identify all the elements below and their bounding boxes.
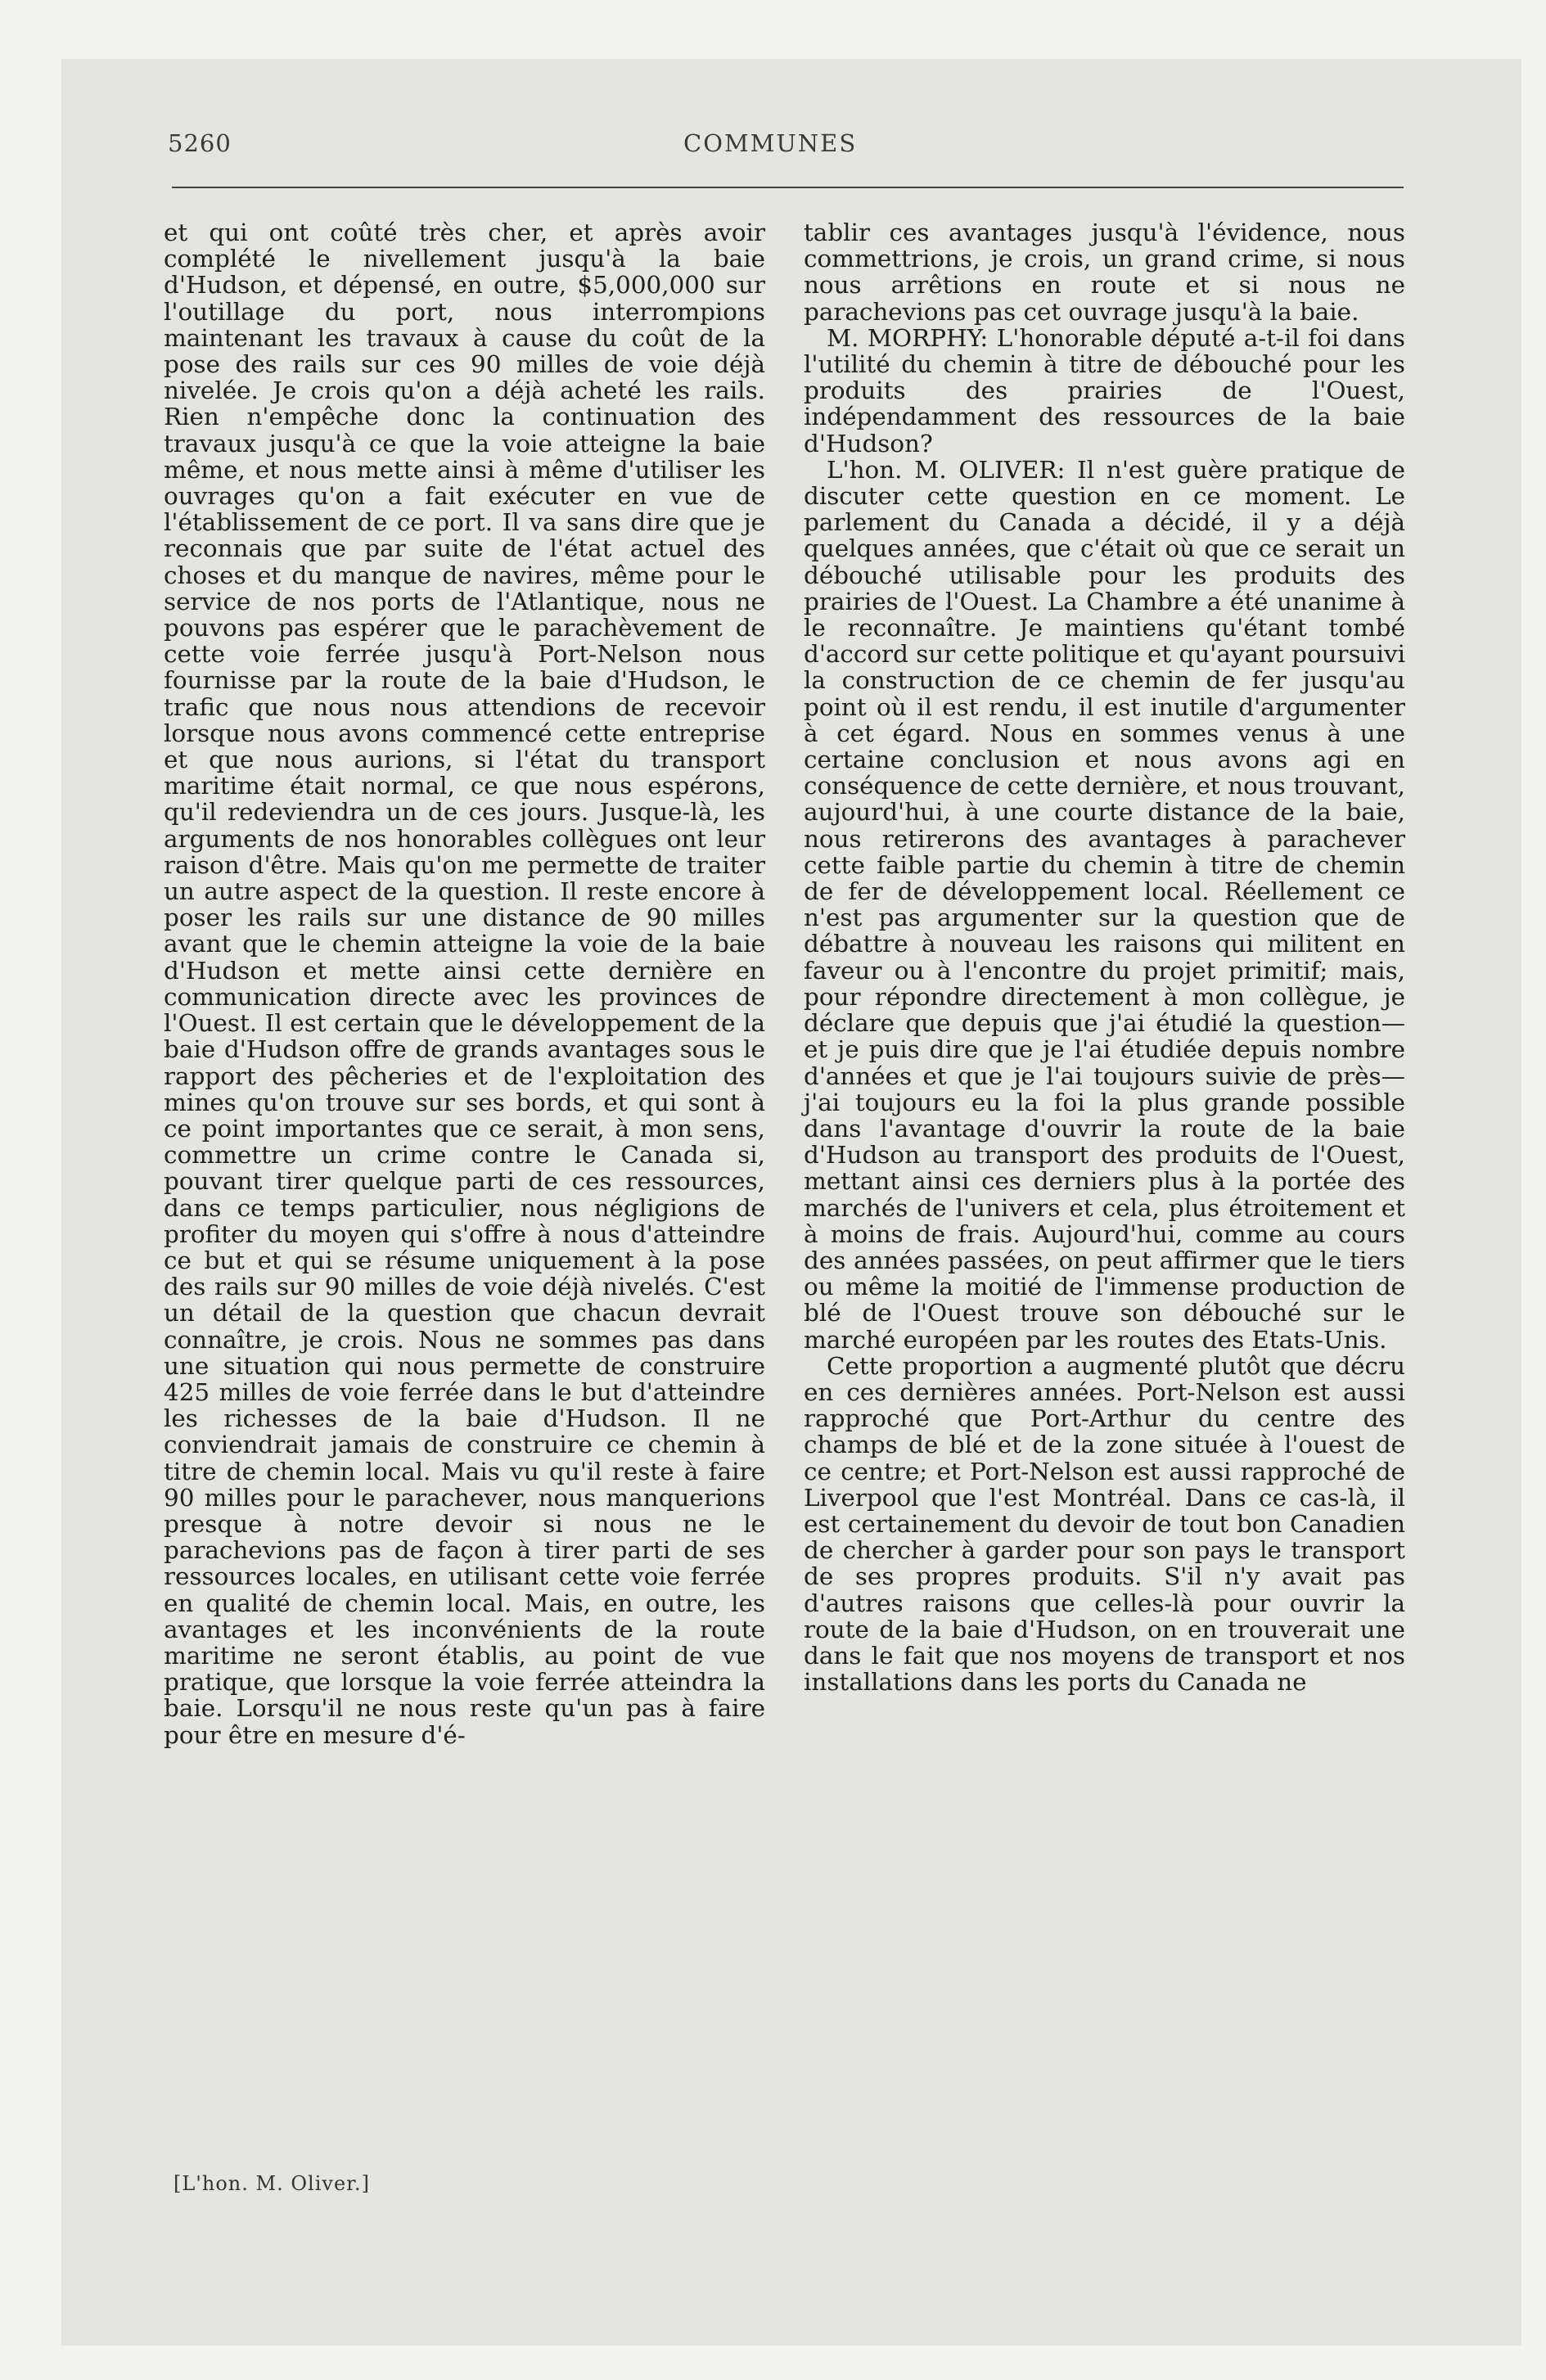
- running-title: COMMUNES: [683, 129, 858, 157]
- speaker-footnote: [L'hon. M. Oliver.]: [174, 2172, 370, 2195]
- right-paragraph-morphy: M. MORPHY: L'honorable député a-t-il foi dans l'utilité du chemin à titre de débouché pour les produits des prairies de l'Ouest, indépendamment des ressources de la baie d'Hudson?: [804, 323, 1405, 458]
- page-number: 5260: [168, 129, 232, 157]
- right-paragraph-4: Cette proportion a augmenté plutôt que décru en ces dernières années. Port-Nelson est aussi rapproché que Port-Arthur du centre des champs de blé et de la zone située à l'ouest de ce centre; et Port-Nelson est aussi rapproché de Liverpool que l'est Montréal. Dans ce cas-là, il est certainement du devoir de tout bon Canadien de chercher à garder pour son pays le transport de ses propres produits. S'il n'y avait pas d'autres raisons que celles-là pour ouvrir la route de la baie d'Hudson, on en trouverait une dans le fait que nos moyens de transport et nos installations dans les ports du Canada ne: [804, 1351, 1405, 1697]
- right-paragraph-1: tablir ces avantages jusqu'à l'évidence, nous commettrions, je crois, un grand crime, si nous nous arrêtions en route et si nous ne parachevions pas cet ouvrage jusqu'à la baie.: [804, 219, 1405, 326]
- right-column: [804, 219, 1405, 1695]
- left-column: [164, 219, 765, 1748]
- page-header: [168, 129, 1402, 170]
- right-paragraph-oliver: L'hon. M. OLIVER: Il n'est guère pratique de discuter cette question en ce moment. Le parlement du Canada a décidé, il y a déjà quelques années, que c'était où que ce serait un débouché utilisable pour les produits des prairies de l'Ouest. La Chambre a été unanime à le reconnaître. Je maintiens qu'étant tombé d'accord sur cette politique et qu'ayant poursuivi la construction de ce chemin de fer jusqu'au point où il est rendu, il est inutile d'argumenter à cet égard. Nous en sommes venus à une certaine conclusion et nous avons agi en conséquence de cette dernière, et nous trouvant, aujourd'hui, à une courte distance de la baie, nous retirerons des avantages à parachever cette faible partie du chemin à titre de chemin de fer de développement local. Réellement ce n'est pas argumenter sur la question que de débattre à nouveau les raisons qui militent en faveur ou à l'encontre du projet primitif; mais, pour répondre directement à mon collègue, je déclare que depuis que j'ai étudié la question—et je puis dire que je l'ai étudiée depuis nombre d'années et que je l'ai toujours suivie de près—j'ai toujours eu la foi la plus grande possible dans l'avantage d'ouvrir la route de la baie d'Hudson au transport des produits de l'Ouest, mettant ainsi ces derniers plus à la portée des marchés de l'univers et cela, plus étroitement et à moins de frais. Aujourd'hui, comme au cours des années passées, on peut affirmer que le tiers ou même la moitié de l'immense production de blé de l'Ouest trouve son débouché sur le marché européen par les routes des Etats-Unis.: [804, 455, 1405, 1354]
- header-rule: [172, 187, 1404, 188]
- left-paragraph-1: et qui ont coûté très cher, et après avoir complété le nivellement jusqu'à la baie d'Hudson, et dépensé, en outre, $5,000,000 sur l'outillage du port, nous interrompions maintenant les travaux à cause du coût de la pose des rails sur ces 90 milles de voie déjà nivelée. Je crois qu'on a déjà acheté les rails. Rien n'empêche donc la continuation des travaux jusqu'à ce que la voie atteigne la baie même, et nous mette ainsi à même d'utiliser les ouvrages qu'on a fait exécuter en vue de l'établissement de ce port. Il va sans dire que je reconnais que par suite de l'état actuel des choses et du manque de navires, même pour le service de nos ports de l'Atlantique, nous ne pouvons pas espérer que le parachèvement de cette voie ferrée jusqu'à Port-Nelson nous fournisse par la route de la baie d'Hudson, le trafic que nous nous attendions de recevoir lorsque nous avons commencé cette entreprise et que nous aurions, si l'état du transport maritime était normal, ce que nous espérons, qu'il redeviendra un de ces jours. Jusque-là, les arguments de nos honorables collègues ont leur raison d'être. Mais qu'on me permette de traiter un autre aspect de la question. Il reste encore à poser les rails sur une distance de 90 milles avant que le chemin atteigne la voie de la baie d'Hudson et mette ainsi cette dernière en communication directe avec les provinces de l'Ouest. Il est certain que le développement de la baie d'Hudson offre de grands avantages sous le rapport des pêcheries et de l'exploitation des mines qu'on trouve sur ses bords, et qui sont à ce point importantes que ce serait, à mon sens, commettre un crime contre le Canada si, pouvant tirer quelque parti de ces ressources, dans ce temps particulier, nous négligions de profiter du moyen qui s'offre à nous d'atteindre ce but et qui se résume uniquement à la pose des rails sur 90 milles de voie déjà nivelés. C'est un détail de la question que chacun devrait connaître, je crois. Nous ne sommes pas dans une situation qui nous permette de construire 425 milles de voie ferrée dans le but d'atteindre les richesses de la baie d'Hudson. Il ne conviendrait jamais de construire ce chemin à titre de chemin local. Mais vu qu'il reste à faire 90 milles pour le parachever, nous manquerions presque à notre devoir si nous ne le parachevions pas de façon à tirer parti de ses ressources locales, en utilisant cette voie ferrée en qualité de chemin local. Mais, en outre, les avantages et les inconvénients de la route maritime ne seront établis, au point de vue pratique, que lorsque la voie ferrée atteindra la baie. Lorsqu'il ne nous reste qu'un pas à faire pour être en mesure d'é-: [164, 219, 765, 1749]
